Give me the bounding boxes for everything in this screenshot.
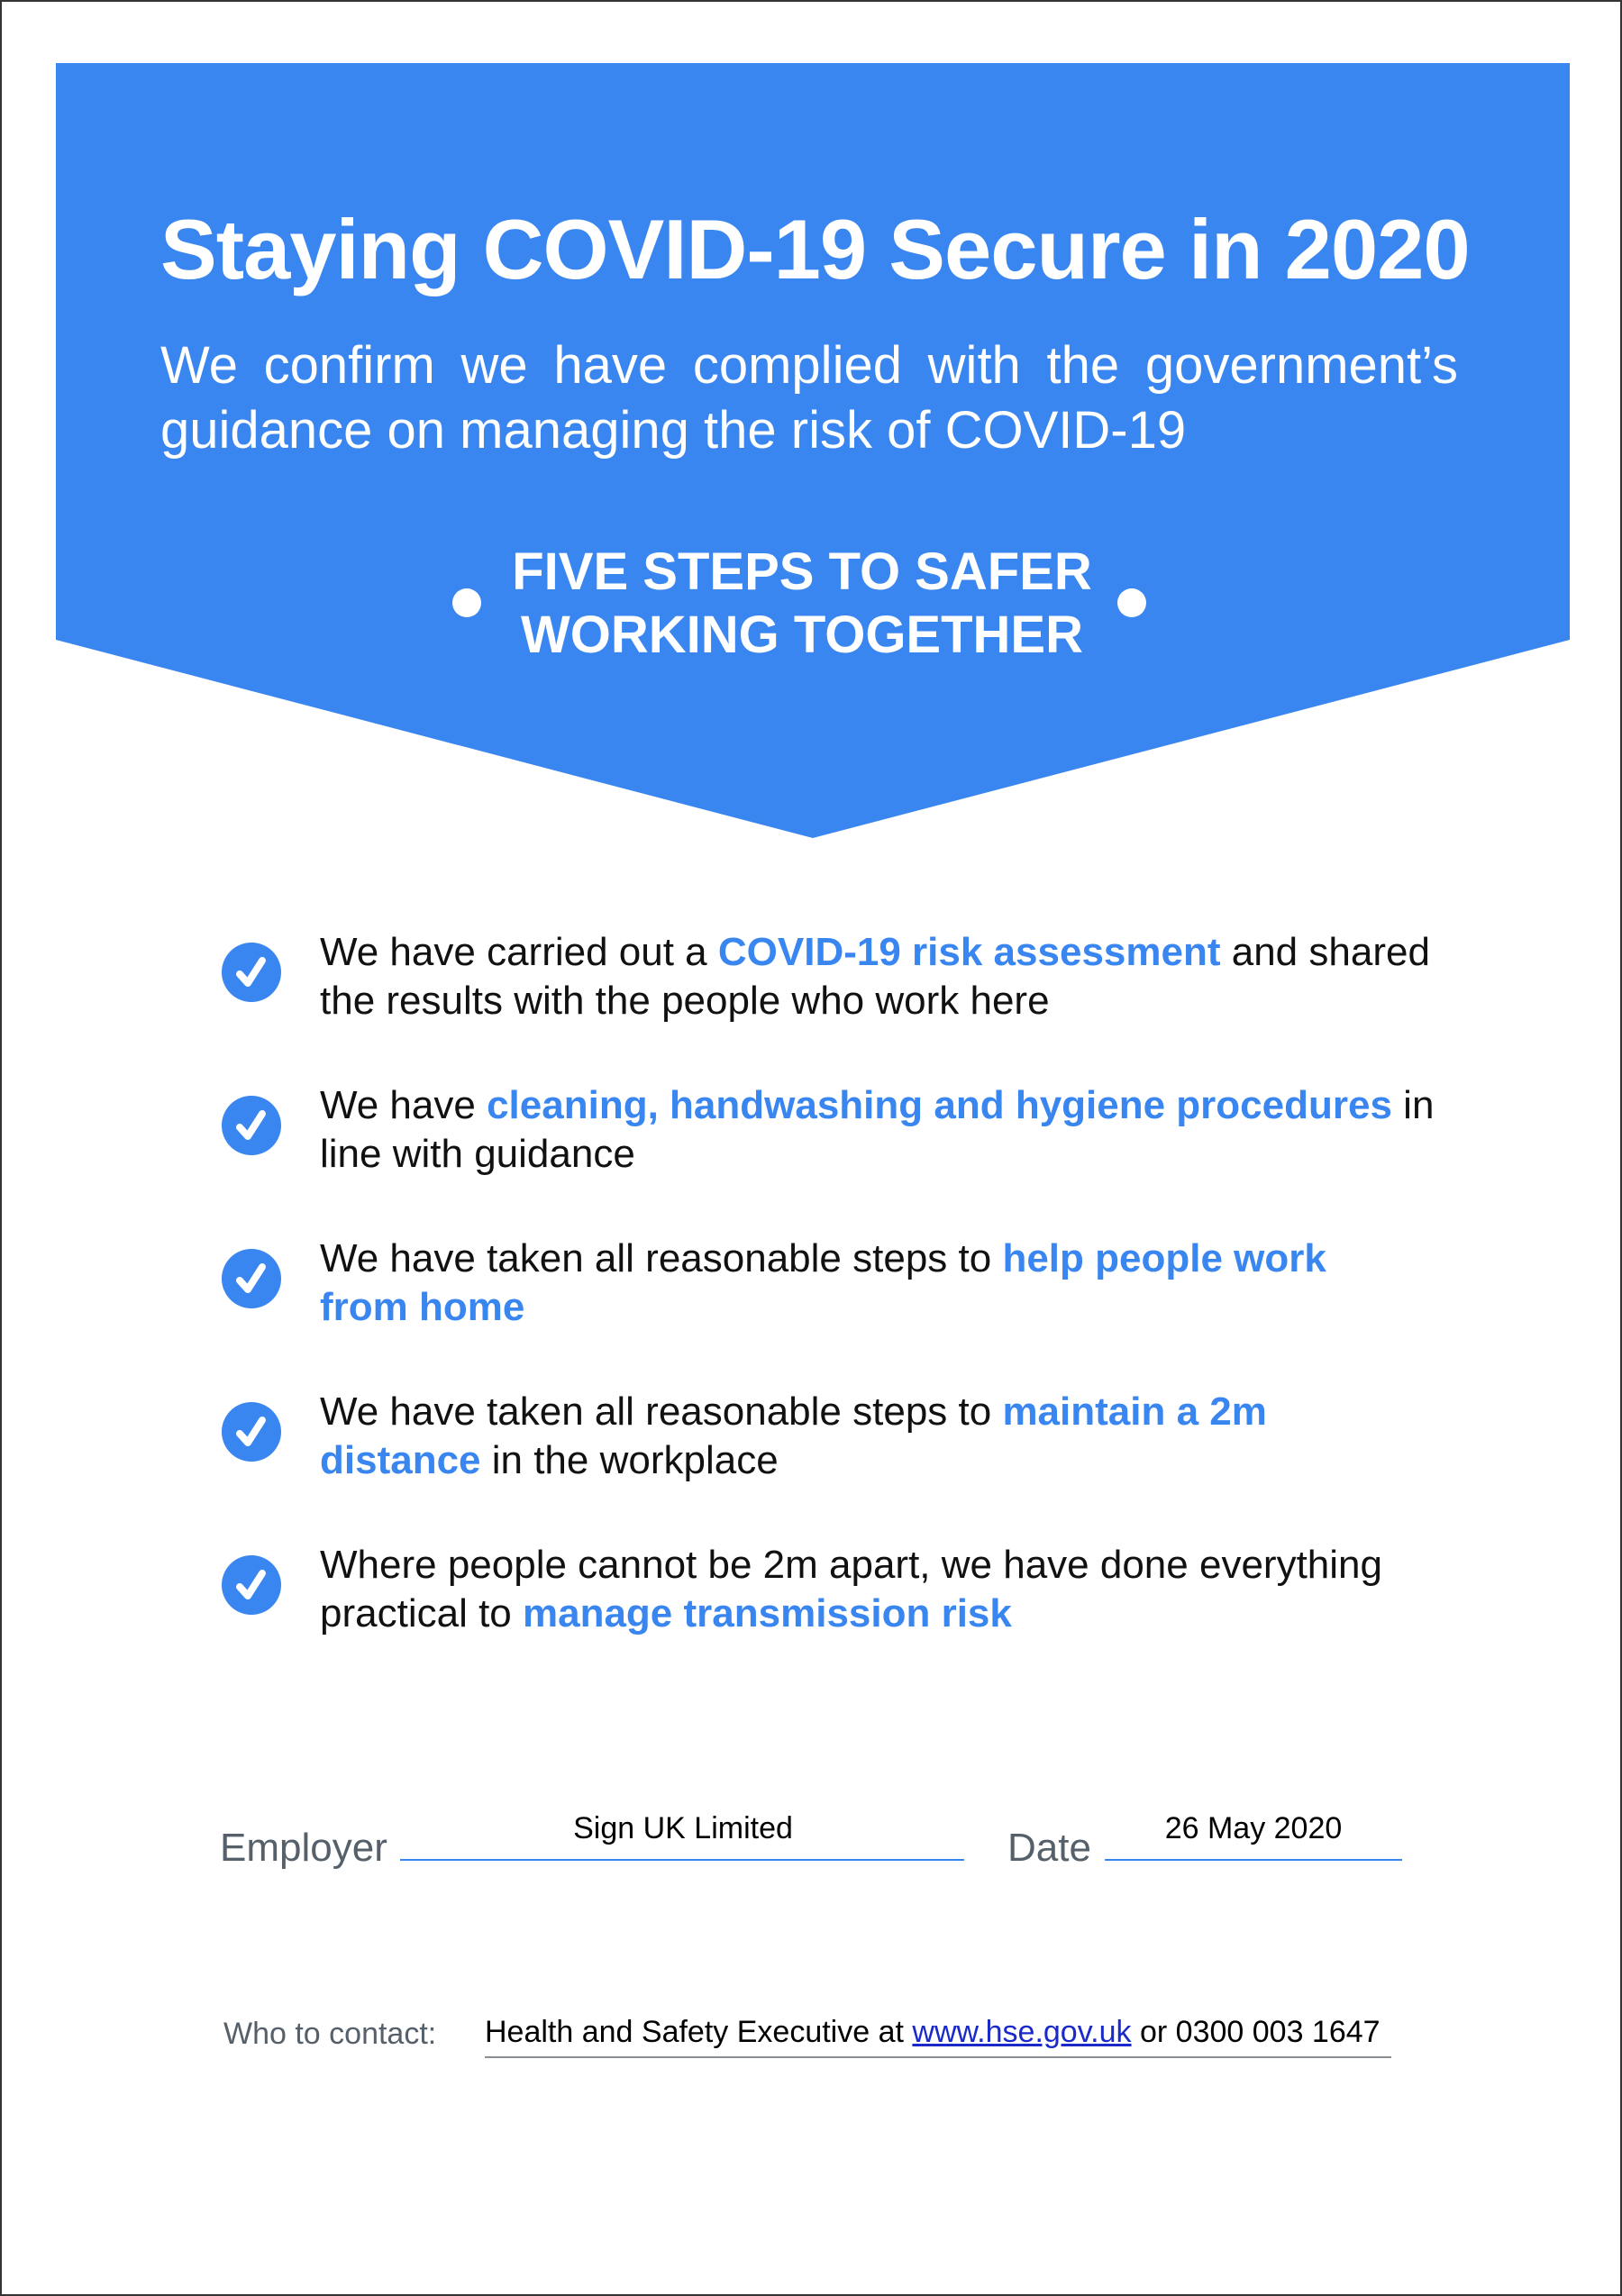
- page-title: Staying COVID-19 Secure in 2020: [160, 202, 1470, 296]
- item-text-post: and shared the results with the people who work here: [320, 930, 1430, 1023]
- employer-underline: [400, 1859, 964, 1861]
- checklist-item: [222, 1541, 1501, 1658]
- item-text-post: in the workplace: [480, 1438, 779, 1482]
- item-text-pre: We have: [320, 1083, 488, 1127]
- employer-label: Employer: [220, 1826, 387, 1870]
- date-field[interactable]: 26 May 2020: [1164, 1811, 1343, 1845]
- checklist-item-text: [320, 1235, 1356, 1332]
- item-text-highlight: cleaning, handwashing and hygiene procedures: [487, 1083, 1392, 1127]
- item-text-highlight: COVID-19 risk assessment: [717, 930, 1221, 974]
- page-subtitle: [160, 333, 1458, 463]
- date-underline: [1105, 1859, 1402, 1861]
- checklist-item: [222, 1235, 1501, 1352]
- item-text-highlight: manage transmission risk: [522, 1591, 1012, 1635]
- employer-field[interactable]: Sign UK Limited: [573, 1811, 793, 1845]
- steps-heading-line-1: FIVE STEPS TO SAFER: [512, 542, 1092, 601]
- subtitle-line-1: We confirm we have complied with the government’s: [160, 336, 1458, 395]
- checklist-item: [222, 1081, 1501, 1198]
- item-text-highlight: maintain a 2m distance: [320, 1389, 1267, 1482]
- subtitle-line-2: guidance on managing the risk of COVID-19: [160, 401, 1187, 460]
- checklist-item-text: [320, 928, 1491, 1025]
- item-text-highlight: help people work from home: [320, 1236, 1326, 1329]
- item-text-pre: We have taken all reasonable steps to: [320, 1236, 1003, 1280]
- check-circle-icon: [222, 943, 281, 1002]
- signature-row: [220, 1811, 1409, 1883]
- bullet-dot-left: [452, 588, 481, 617]
- check-circle-icon: [222, 1555, 281, 1615]
- check-circle-icon: [222, 1402, 281, 1462]
- steps-heading: [487, 541, 1117, 667]
- checklist-item-text: [320, 1388, 1329, 1485]
- contact-label: Who to contact:: [223, 2017, 437, 2051]
- item-text-pre: Where people cannot be 2m apart, we have done everything practical to: [320, 1543, 1382, 1635]
- item-text-post: in line with guidance: [320, 1083, 1435, 1176]
- check-circle-icon: [222, 1096, 281, 1155]
- contact-underline: [485, 2056, 1391, 2058]
- item-text-pre: We have carried out a: [320, 930, 718, 974]
- checklist-item: [222, 1388, 1501, 1505]
- steps-heading-line-2: WORKING TOGETHER: [520, 606, 1084, 664]
- checklist-item-text: [320, 1541, 1491, 1638]
- contact-text-pre: Health and Safety Executive at: [485, 2015, 913, 2049]
- checklist-item: [222, 928, 1501, 1045]
- hse-website-link[interactable]: www.hse.gov.uk: [912, 2015, 1132, 2049]
- item-text-pre: We have taken all reasonable steps to: [320, 1389, 1003, 1434]
- checklist-item-text: [320, 1081, 1491, 1179]
- date-label: Date: [1007, 1826, 1091, 1870]
- check-circle-icon: [222, 1249, 281, 1308]
- contact-text-post: or 0300 003 1647: [1131, 2015, 1381, 2049]
- contact-value: [485, 2015, 1381, 2050]
- contact-row: [223, 2009, 1404, 2064]
- bullet-dot-right: [1117, 588, 1146, 617]
